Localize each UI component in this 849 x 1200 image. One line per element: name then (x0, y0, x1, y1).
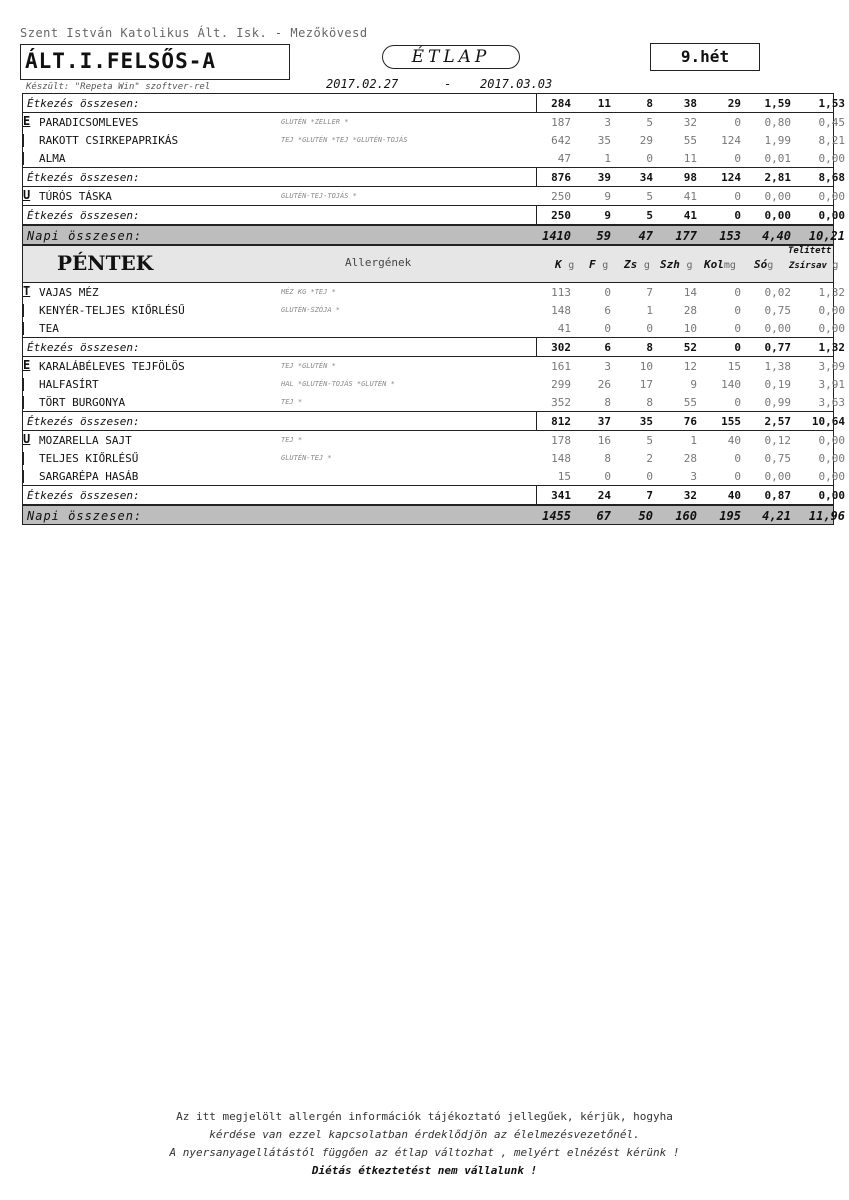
value-szh: 160 (675, 509, 697, 523)
food-allergens: HAL *GLUTÉN-TOJÁS *GLUTÉN * (281, 380, 395, 388)
meal-total-row (23, 411, 845, 431)
value-zsirsav: 10,64 (811, 415, 845, 428)
value-zs: 5 (646, 190, 653, 203)
value-kol: 0 (734, 341, 741, 354)
value-so: 0,77 (764, 341, 791, 354)
value-k: 302 (551, 341, 571, 354)
value-kol: 0 (734, 452, 741, 465)
value-f: 1 (604, 152, 611, 165)
food-name: SARGARÉPA HASÁB (39, 470, 139, 483)
value-zsirsav: 0,00 (818, 470, 845, 483)
value-zs: 5 (646, 434, 653, 447)
value-zsirsav: 0,00 (818, 152, 845, 165)
value-zs: 0 (646, 470, 653, 483)
value-szh: 38 (683, 97, 697, 110)
value-k: 341 (551, 489, 571, 502)
value-szh: 55 (683, 396, 697, 409)
food-row (23, 113, 845, 131)
value-szh: 11 (683, 152, 697, 165)
value-k: 187 (551, 116, 571, 129)
date-separator: - (444, 77, 452, 91)
value-kol: 29 (727, 97, 741, 110)
value-kol: 0 (734, 304, 741, 317)
value-f: 59 (596, 229, 611, 243)
value-k: 178 (551, 434, 571, 447)
food-allergens: TEJ * (281, 436, 303, 444)
menu-table (22, 93, 845, 525)
food-name: RAKOTT CSIRKEPAPRIKÁS (39, 134, 179, 147)
daily-total-label: Napi összesen: (27, 509, 143, 523)
food-name: TÖRT BURGONYA (39, 396, 126, 409)
value-kol: 124 (721, 171, 741, 184)
value-szh: 41 (683, 209, 697, 222)
food-row (23, 375, 845, 393)
value-so: 0,00 (764, 322, 791, 335)
value-k: 1455 (542, 509, 571, 523)
value-so: 0,00 (764, 470, 791, 483)
value-f: 37 (597, 415, 611, 428)
value-zsirsav: 0,00 (818, 452, 845, 465)
value-f: 6 (604, 304, 611, 317)
value-so: 0,00 (764, 190, 791, 203)
value-f: 8 (604, 452, 611, 465)
value-zs: 10 (639, 360, 653, 373)
meal-total-label: Étkezés összesen: (27, 209, 140, 222)
value-kol: 195 (719, 509, 741, 523)
day-name: PÉNTEK (57, 251, 154, 275)
value-f: 3 (604, 116, 611, 129)
meal-code: U (23, 432, 31, 446)
value-zs: 34 (639, 171, 653, 184)
value-szh: 76 (683, 415, 697, 428)
unit-box (20, 44, 290, 80)
value-szh: 9 (690, 378, 697, 391)
value-kol: 155 (721, 415, 741, 428)
value-k: 15 (557, 470, 571, 483)
food-row (23, 449, 845, 467)
value-k: 148 (551, 452, 571, 465)
value-f: 39 (597, 171, 611, 184)
value-zs: 8 (646, 97, 653, 110)
food-name: MOZARELLA SAJT (39, 434, 132, 447)
value-zsirsav: 0,00 (818, 209, 845, 222)
food-row (23, 467, 845, 485)
value-zs: 5 (646, 209, 653, 222)
value-zs: 7 (646, 286, 653, 299)
value-f: 3 (604, 360, 611, 373)
value-so: 0,19 (764, 378, 791, 391)
value-f: 11 (597, 97, 611, 110)
meal-code: U (23, 188, 31, 202)
value-so: 1,99 (764, 134, 791, 147)
value-so: 0,80 (764, 116, 791, 129)
value-k: 250 (551, 190, 571, 203)
food-name: PARADICSOMLEVES (39, 116, 139, 129)
food-allergens: TEJ * (281, 398, 303, 406)
value-f: 26 (597, 378, 611, 391)
value-so: 4,40 (762, 229, 791, 243)
week-number: 9.hét (650, 43, 760, 71)
food-allergens: GLUTÉN-TEJ * (281, 454, 332, 462)
row-bar (23, 152, 24, 165)
row-bar (23, 378, 24, 391)
meal-total-label: Étkezés összesen: (27, 171, 140, 184)
date-to: 2017.03.03 (480, 77, 553, 91)
value-zsirsav: 0,00 (818, 322, 845, 335)
value-zsirsav: 0,45 (818, 116, 845, 129)
value-zsirsav: 1,53 (818, 97, 845, 110)
value-zsirsav: 1,32 (818, 341, 845, 354)
value-zsirsav: 1,32 (818, 286, 845, 299)
value-so: 2,81 (764, 171, 791, 184)
value-k: 47 (557, 152, 571, 165)
value-k: 41 (557, 322, 571, 335)
header-f: F g (589, 258, 609, 271)
value-zsirsav: 11,96 (808, 509, 845, 523)
value-szh: 14 (683, 286, 697, 299)
value-szh: 28 (683, 304, 697, 317)
value-kol: 15 (727, 360, 741, 373)
meal-total-row (23, 94, 845, 113)
value-zs: 50 (638, 509, 653, 523)
footer-line-2: kérdése van ezzel kapcsolatban érdeklődjön az élelmezésvezetőnél. (209, 1128, 640, 1141)
value-f: 0 (604, 286, 611, 299)
food-name: ALMA (39, 152, 66, 165)
value-kol: 0 (734, 209, 741, 222)
value-k: 1410 (542, 229, 571, 243)
food-name: TEA (39, 322, 59, 335)
header-kol: Kolmg (704, 258, 736, 271)
header-zsirsav: Zsírsav g (789, 260, 839, 271)
value-szh: 3 (690, 470, 697, 483)
value-f: 6 (604, 341, 611, 354)
value-zsirsav: 0,00 (818, 434, 845, 447)
meal-code: E (23, 358, 31, 372)
value-kol: 0 (734, 286, 741, 299)
unit-name: ÁLT.I.FELSŐS-A (25, 49, 217, 73)
food-row (23, 149, 845, 167)
value-zs: 5 (646, 116, 653, 129)
value-zs: 47 (638, 229, 653, 243)
value-kol: 40 (727, 489, 741, 502)
value-kol: 0 (734, 322, 741, 335)
value-f: 16 (597, 434, 611, 447)
value-f: 9 (604, 190, 611, 203)
value-zs: 8 (646, 396, 653, 409)
value-szh: 1 (690, 434, 697, 447)
food-allergens: TEJ *GLUTÉN *TEJ *GLUTÉN-TOJÁS (281, 136, 408, 144)
meal-total-row (23, 337, 845, 357)
value-szh: 98 (683, 171, 697, 184)
value-szh: 32 (683, 116, 697, 129)
value-k: 299 (551, 378, 571, 391)
footer-line-3: A nyersanyagellátástól függően az étlap változhat , melyért elnézést kérünk ! (169, 1146, 680, 1159)
value-so: 0,12 (764, 434, 791, 447)
value-zsirsav: 10,21 (808, 229, 845, 243)
value-zsirsav: 8,68 (818, 171, 845, 184)
food-name: TELJES KIŐRLÉSŰ (39, 452, 139, 465)
food-allergens: GLUTÉN-SZÓJA * (281, 306, 341, 314)
value-zsirsav: 3,09 (818, 360, 845, 373)
row-bar (23, 304, 24, 317)
header-so: Sóg (754, 258, 774, 271)
food-allergens: TEJ *GLUTÉN * (281, 362, 336, 370)
school-name: Szent István Katolikus Ált. Isk. - Mezőkövesd (20, 26, 368, 40)
value-k: 812 (551, 415, 571, 428)
value-zsirsav: 0,00 (818, 489, 845, 502)
value-so: 0,75 (764, 452, 791, 465)
value-k: 642 (551, 134, 571, 147)
value-szh: 177 (675, 229, 697, 243)
value-so: 0,87 (764, 489, 791, 502)
value-kol: 0 (734, 152, 741, 165)
value-szh: 55 (683, 134, 697, 147)
value-k: 250 (551, 209, 571, 222)
value-so: 0,02 (764, 286, 791, 299)
food-name: VAJAS MÉZ (39, 286, 99, 299)
meal-total-row (23, 485, 845, 505)
food-name: HALFASÍRT (39, 378, 99, 391)
food-row (23, 187, 845, 205)
value-zs: 8 (646, 341, 653, 354)
value-kol: 124 (721, 134, 741, 147)
meal-code: E (23, 114, 31, 128)
value-so: 2,57 (764, 415, 791, 428)
allergens-header: Allergének (345, 256, 412, 269)
food-row (23, 301, 845, 319)
row-bar (23, 134, 24, 147)
value-so: 0,00 (764, 209, 791, 222)
footer-line-4: Diétás étkeztetést nem vállalunk ! (311, 1164, 538, 1177)
value-zs: 0 (646, 322, 653, 335)
date-from: 2017.02.27 (326, 77, 399, 91)
daily-total-row (23, 225, 845, 245)
value-f: 24 (597, 489, 611, 502)
value-f: 67 (596, 509, 611, 523)
value-so: 4,21 (762, 509, 791, 523)
value-f: 0 (604, 322, 611, 335)
value-k: 113 (551, 286, 571, 299)
value-so: 1,38 (764, 360, 791, 373)
value-zs: 1 (646, 304, 653, 317)
food-allergens: GLUTÉN-TEJ-TOJÁS * (281, 192, 357, 200)
meal-total-label: Étkezés összesen: (27, 415, 140, 428)
value-f: 35 (597, 134, 611, 147)
header-szh: Szh g (660, 258, 693, 271)
value-szh: 52 (683, 341, 697, 354)
food-allergens: GLUTÉN *ZELLER * (281, 118, 349, 126)
value-szh: 12 (683, 360, 697, 373)
value-f: 9 (604, 209, 611, 222)
daily-total-label: Napi összesen: (27, 229, 143, 243)
value-kol: 140 (721, 378, 741, 391)
row-bar (23, 470, 24, 483)
food-name: TÚRÓS TÁSKA (39, 190, 112, 203)
value-so: 0,75 (764, 304, 791, 317)
value-kol: 0 (734, 396, 741, 409)
food-row (23, 357, 845, 375)
value-k: 284 (551, 97, 571, 110)
value-k: 876 (551, 171, 571, 184)
value-zsirsav: 0,00 (818, 304, 845, 317)
food-row (23, 283, 845, 301)
row-bar (23, 322, 24, 335)
value-szh: 10 (683, 322, 697, 335)
value-k: 148 (551, 304, 571, 317)
row-bar (23, 396, 24, 409)
value-zs: 7 (646, 489, 653, 502)
footer-line-1: Az itt megjelölt allergén információk tájékoztató jellegűek, kérjük, hogyha (176, 1110, 673, 1123)
header-k: K g (555, 258, 575, 271)
value-kol: 0 (734, 470, 741, 483)
footer-note (0, 1108, 849, 1180)
saturated-label: Telített (788, 246, 832, 256)
value-k: 161 (551, 360, 571, 373)
value-zsirsav: 3,63 (818, 396, 845, 409)
value-zs: 17 (639, 378, 653, 391)
value-kol: 153 (719, 229, 741, 243)
value-so: 0,01 (764, 152, 791, 165)
value-kol: 0 (734, 116, 741, 129)
header-zs: Zs g (624, 258, 650, 271)
food-name: KENYÉR-TELJES KIŐRLÉSŰ (39, 304, 185, 317)
meal-total-label: Étkezés összesen: (27, 97, 140, 110)
meal-total-label: Étkezés összesen: (27, 489, 140, 502)
value-szh: 32 (683, 489, 697, 502)
value-f: 8 (604, 396, 611, 409)
value-zsirsav: 8,21 (818, 134, 845, 147)
food-allergens: MÉZ KG *TEJ * (281, 288, 336, 296)
value-f: 0 (604, 470, 611, 483)
day-header (23, 245, 839, 283)
value-szh: 41 (683, 190, 697, 203)
food-name: KARALÁBÉLEVES TEJFÖLÖS (39, 360, 185, 373)
meal-total-row (23, 205, 845, 225)
value-szh: 28 (683, 452, 697, 465)
value-so: 0,99 (764, 396, 791, 409)
value-zsirsav: 0,00 (818, 190, 845, 203)
value-zsirsav: 3,91 (818, 378, 845, 391)
food-row (23, 131, 845, 149)
value-zs: 0 (646, 152, 653, 165)
value-k: 352 (551, 396, 571, 409)
menu-title: ÉTLAP (382, 45, 520, 69)
row-bar (23, 452, 24, 465)
food-row (23, 431, 845, 449)
value-zs: 35 (639, 415, 653, 428)
value-so: 1,59 (764, 97, 791, 110)
value-kol: 40 (727, 434, 741, 447)
value-kol: 0 (734, 190, 741, 203)
value-zs: 2 (646, 452, 653, 465)
meal-code: T (23, 284, 31, 298)
meal-total-label: Étkezés összesen: (27, 341, 140, 354)
daily-total-row (23, 505, 845, 525)
software-note: Készült: "Repeta Win" szoftver-rel (26, 82, 211, 92)
value-zs: 29 (639, 134, 653, 147)
food-row (23, 393, 845, 411)
food-row (23, 319, 845, 337)
meal-total-row (23, 167, 845, 187)
